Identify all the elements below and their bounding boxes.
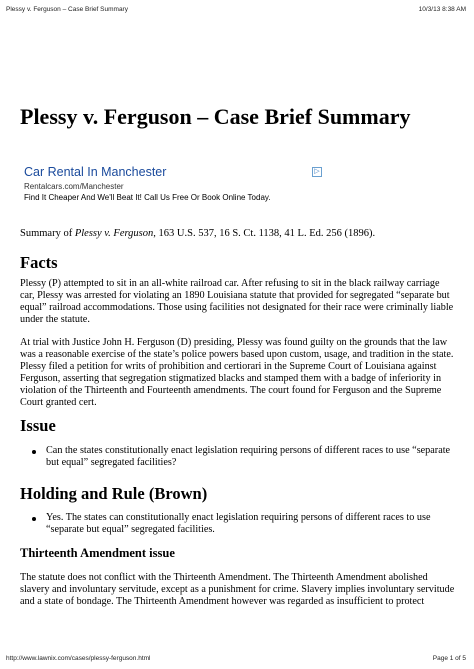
facts-heading: Facts: [20, 253, 58, 272]
text-line: Ferguson, asserting that segregation stigmatized blacks and stamped them with a badge of inferiority in: [20, 373, 442, 384]
text-line: Yes. The states can constitutionally enact legislation requiring persons of different races to use: [46, 512, 431, 523]
text-line: and a state of bondage. The Thirteenth Amendment however was regarded as insufficient to protect: [20, 596, 425, 607]
ad-block: [24, 165, 324, 205]
thirteenth-amendment-paragraph: [20, 572, 460, 608]
ad-description: Find It Cheaper And We'll Beat It! Call Us Free Or Book Online Today.: [24, 193, 271, 202]
facts-paragraph-1: [20, 278, 460, 326]
text-line: Can the states constitutionally enact legislation requiring persons of different races to use “separate: [46, 445, 451, 456]
bullet-dot-icon: [32, 450, 36, 454]
text-line: under the statute.: [20, 314, 90, 325]
thirteenth-amendment-heading: Thirteenth Amendment issue: [20, 546, 175, 560]
text-line: but equal” segregated facilities?: [46, 457, 177, 468]
text-line: Court granted cert.: [20, 397, 97, 408]
print-footer-url: http://www.lawnix.com/cases/plessy-ferguson.html: [6, 655, 151, 662]
text-line: Plessy (P) attempted to sit in an all-white railroad car. After refusing to sit in the black railway carriage: [20, 278, 440, 289]
text-line: The statute does not conflict with the Thirteenth Amendment. The Thirteenth Amendment abolished: [20, 572, 428, 583]
bullet-dot-icon: [32, 517, 36, 521]
summary-citation: , 163 U.S. 537, 16 S. Ct. 1138, 41 L. Ed. 256 (1896).: [153, 228, 376, 239]
print-header-datetime: 10/3/13 8:38 AM: [418, 6, 466, 13]
holding-heading: Holding and Rule (Brown): [20, 484, 208, 503]
adchoices-icon[interactable]: ▷: [312, 167, 322, 177]
facts-paragraph-2: [20, 337, 460, 409]
summary-case-name: Plessy v. Ferguson: [74, 228, 154, 239]
text-line: At trial with Justice John H. Ferguson (D) presiding, Plessy was found guilty on the grounds that the law: [20, 337, 448, 348]
text-line: slavery and involuntary servitude, except as a punishment for crime. Slavery implies involuntary servitude: [20, 584, 455, 595]
text-line: equal” railroad accommodations. Those using facilities not designated for their race were criminally liable: [20, 302, 454, 313]
text-line: “separate but equal” segregated facilities.: [46, 524, 215, 535]
text-line: violation of the Thirteenth and Fourteenth amendments. The court found for Ferguson and the Supreme: [20, 385, 442, 396]
print-footer-page: Page 1 of 5: [432, 655, 466, 662]
print-header-title: Plessy v. Ferguson – Case Brief Summary: [6, 6, 128, 13]
text-line: Plessy filed a petition for writs of prohibition and certiorari in the Supreme Court of Louisiana against: [20, 361, 437, 372]
text-line: was a reasonable exercise of the state’s police powers based upon custom, usage, and tradition in the state.: [20, 349, 454, 360]
case-summary-line: [20, 228, 375, 239]
ad-title-link[interactable]: Car Rental In Manchester: [24, 165, 167, 179]
ad-url[interactable]: Rentalcars.com/Manchester: [24, 182, 124, 191]
summary-prefix: Summary of: [20, 228, 75, 239]
page-title: Plessy v. Ferguson – Case Brief Summary: [20, 104, 411, 129]
issue-heading: Issue: [20, 416, 56, 435]
text-line: car, Plessy was arrested for violating an 1890 Louisiana statute that provided for segregated “separate but: [20, 290, 450, 301]
